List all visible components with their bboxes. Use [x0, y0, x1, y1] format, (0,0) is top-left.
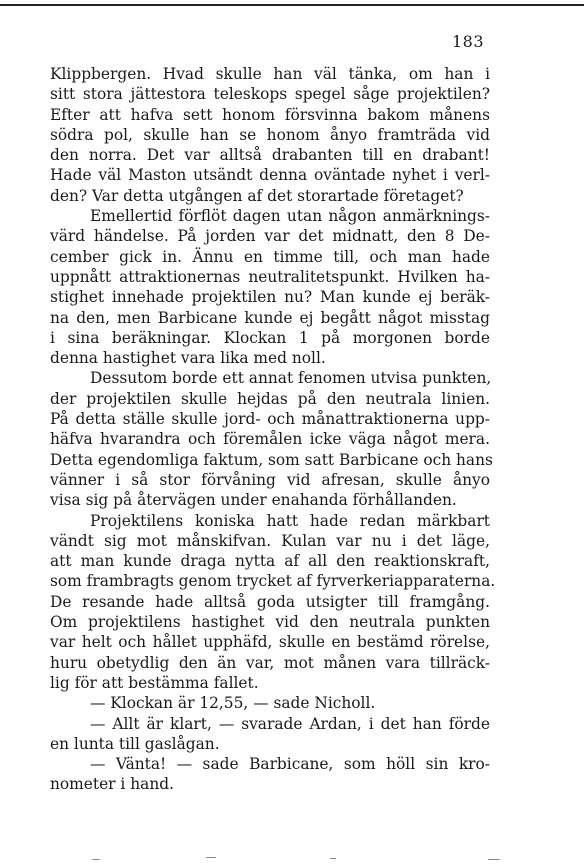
text-line: häfva hvarandra och föremålen icke väga något mera.	[50, 430, 490, 449]
text-line: stighet innehade projektilen nu? Man kunde ej beräk-	[50, 288, 490, 307]
text-line: var helt och hållet upphäfd, skulle en bestämd rörelse,	[50, 633, 490, 652]
text-line: Hade väl Maston utsändt denna oväntade nyhet i verl-	[50, 166, 490, 185]
text-line: i sina beräkningar. Klockan 1 på morgonen borde	[50, 328, 490, 347]
text-line: uppnått attraktionernas neutralitetspunkt. Hvilken ha-	[50, 267, 490, 286]
text-line: På detta ställe skulle jord- och månattraktionerna upp-	[50, 410, 490, 429]
text-line: den? Var detta utgången af det storartade företaget?	[50, 186, 464, 205]
text-line: en lunta till gaslågan.	[50, 734, 220, 753]
text-line: denna hastighet vara lika med noll.	[50, 349, 326, 368]
text-line: — Vänta! — sade Barbicane, som höll sin kro-	[90, 755, 490, 774]
text-line: Om projektilens hastighet vid den neutrala punkten	[50, 613, 490, 632]
scan-specks	[0, 844, 584, 864]
text-line: Dessutom borde ett annat fenomen utvisa punkten,	[90, 369, 492, 388]
text-line: vänner i så stor förvåning vid afresan, skulle ånyo	[50, 470, 490, 489]
text-line: na den, men Barbicane kunde ej begått något misstag	[50, 308, 490, 327]
text-line: Efter att hafva sett honom försvinna bakom månens	[50, 105, 490, 124]
text-line: den norra. Det var alltså drabanten till en drabant!	[50, 146, 490, 165]
text-line: att man kunde draga nytta af all den reaktionskraft,	[50, 552, 490, 571]
text-line: som frambragts genom trycket af fyrverkeriapparaterna.	[50, 572, 496, 591]
text-line: — Klockan är 12,55, — sade Nicholl.	[90, 694, 376, 713]
text-line: Klippbergen. Hvad skulle han väl tänka, om han i	[50, 65, 490, 83]
text-line: Projektilens koniska hatt hade redan märkbart	[90, 511, 490, 530]
text-line: De resande hade alltså goda utsigter till framgång.	[50, 592, 490, 611]
body-text	[50, 64, 496, 795]
text-line: Detta egendomliga faktum, som satt Barbicane och hans	[50, 450, 493, 469]
text-line: huru obetydlig den än var, mot månen vara tillräck-	[50, 653, 490, 672]
page-top-rule	[0, 4, 584, 6]
text-line: — Allt är klart, — svarade Ardan, i det han förde	[90, 714, 490, 733]
text-line: södra pol, skulle han se honom ånyo framträda vid	[50, 125, 490, 144]
text-line: visa sig på återvägen under enahanda förhållanden.	[50, 491, 457, 510]
text-line: lig för att bestämma fallet.	[50, 673, 259, 692]
text-line: cember gick in. Ännu en timme till, och man hade	[50, 247, 490, 266]
text-line: värd händelse. På jorden var det midnatt, den 8 De-	[50, 227, 490, 246]
text-line: vändt sig mot månskifvan. Kulan var nu i det läge,	[50, 531, 490, 550]
text-line: nometer i hand.	[50, 775, 174, 794]
page-number: 183	[452, 32, 485, 51]
text-line: Emellertid förflöt dagen utan någon anmärknings-	[90, 207, 490, 226]
text-line: sitt stora jättestora teleskops spegel såge projektilen?	[50, 85, 490, 104]
text-line: der projektilen skulle hejdas på den neutrala linien.	[50, 389, 490, 408]
